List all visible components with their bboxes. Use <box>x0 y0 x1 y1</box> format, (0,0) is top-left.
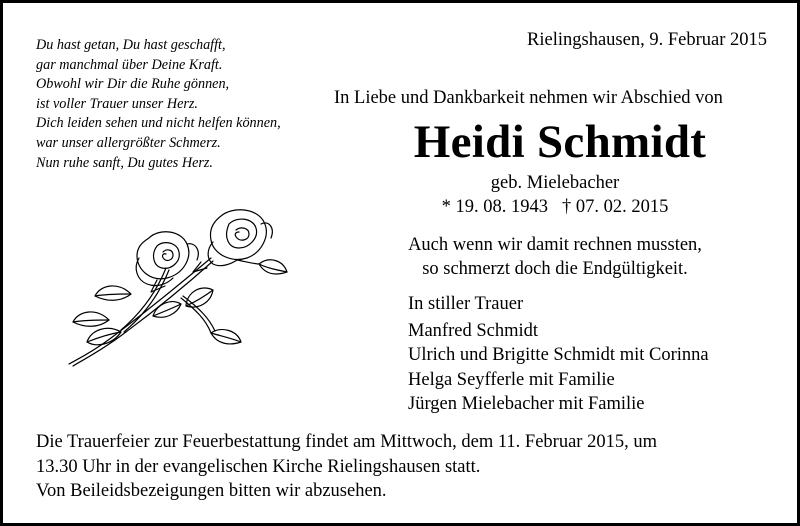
deceased-name: Heidi Schmidt <box>413 116 707 168</box>
mourner-name: Ulrich und Brigitte Schmidt mit Corinna <box>408 345 709 366</box>
birth-date: * 19. 08. 1943 <box>441 197 548 217</box>
intro-line: In Liebe und Dankbarkeit nehmen wir Abschied von <box>334 88 723 108</box>
quote-line: Auch wenn wir damit rechnen mussten, <box>408 235 702 255</box>
life-dates <box>355 197 755 218</box>
notice-line: Von Beileidsbezeigungen bitten wir abzusehen. <box>36 481 387 502</box>
funeral-notice <box>36 430 776 504</box>
mourner-name: Manfred Schmidt <box>408 320 538 341</box>
poem-line: Nun ruhe sanft, Du gutes Herz. <box>36 154 213 171</box>
death-date: † 07. 02. 2015 <box>562 197 669 217</box>
poem-line: ist voller Trauer unser Herz. <box>36 95 198 112</box>
poem-line: war unser allergrößter Schmerz. <box>36 134 221 151</box>
poem <box>36 36 336 173</box>
dateline: Rielingshausen, 9. Februar 2015 <box>527 30 767 50</box>
poem-line: Du hast getan, Du hast geschafft, <box>36 37 226 53</box>
rose-illustration <box>61 198 291 368</box>
mourner-name: Jürgen Mielebacher mit Familie <box>408 394 645 415</box>
mourner-name: Helga Seyfferle mit Familie <box>408 369 615 390</box>
notice-line: Die Trauerfeier zur Feuerbestattung findet am Mittwoch, dem 11. Februar 2015, um <box>36 432 657 452</box>
quote-line: so schmerzt doch die Endgültigkeit. <box>422 259 688 279</box>
poem-line: gar manchmal über Deine Kraft. <box>36 56 223 73</box>
mourning-heading: In stiller Trauer <box>408 294 524 314</box>
poem-line: Dich leiden sehen und nicht helfen können, <box>36 115 281 132</box>
mourners <box>408 292 709 417</box>
poem-line: Obwohl wir Dir die Ruhe gönnen, <box>36 76 230 93</box>
quote <box>355 233 755 281</box>
maiden-name: geb. Mielebacher <box>490 173 620 193</box>
notice-line: 13.30 Uhr in der evangelischen Kirche Rielingshausen statt. <box>36 456 481 477</box>
